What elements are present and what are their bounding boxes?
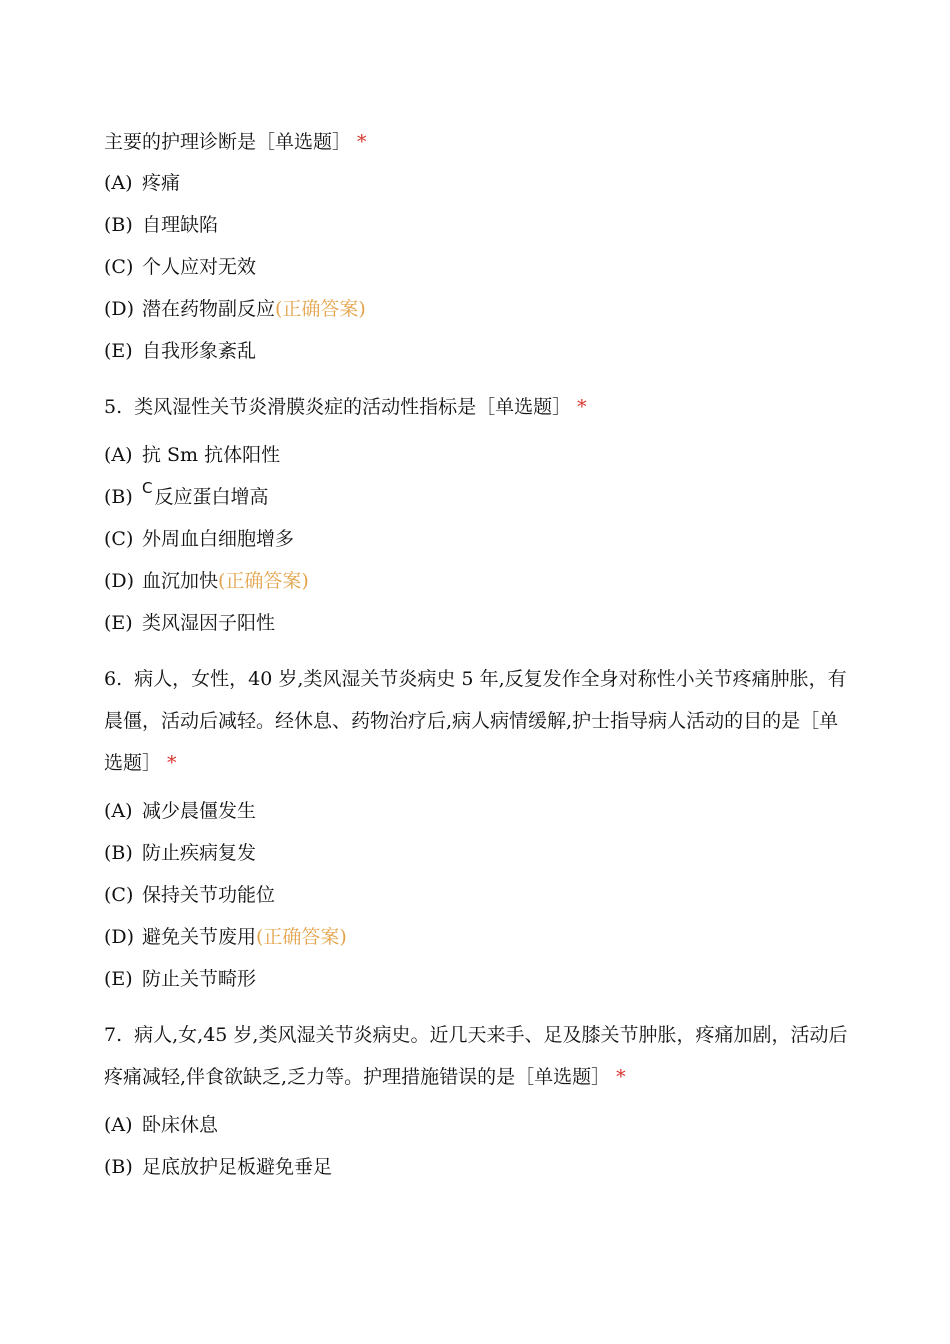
option-text: 自我形象紊乱 [142,340,257,362]
option-text: 卧床休息 [142,1114,219,1136]
option-item[interactable] [104,204,849,246]
option-letter: (C) [104,528,134,550]
option-item[interactable] [104,476,849,518]
option-item[interactable] [104,790,849,832]
option-letter: (D) [104,298,135,320]
required-mark: * [616,1066,626,1088]
option-text: 个人应对无效 [142,256,257,278]
option-text: 自理缺陷 [142,214,219,236]
required-mark: * [357,131,367,153]
option-list [104,790,849,1000]
option-item[interactable] [104,288,849,330]
option-text: 疼痛 [142,172,181,194]
question-item [104,386,849,644]
question-item [104,128,849,372]
question-item [104,658,849,1000]
option-item[interactable] [104,162,849,204]
option-list [104,1104,849,1188]
option-text: 血沉加快 [142,570,219,592]
option-text: 足底放护足板避免垂足 [142,1156,333,1178]
option-item[interactable] [104,832,849,874]
option-text: 潜在药物副反应 [142,298,276,320]
option-letter: (D) [104,926,135,948]
option-item[interactable] [104,1146,849,1188]
option-item[interactable] [104,560,849,602]
option-item[interactable] [104,246,849,288]
option-letter: (E) [104,340,133,362]
option-text: 保持关节功能位 [142,884,276,906]
question-stem-text: 类风湿性关节炎滑膜炎症的活动性指标是［单选题］ [134,396,572,418]
option-text: 避免关节废用 [142,926,257,948]
option-list [104,162,849,372]
question-stem [104,128,849,156]
required-mark: * [577,396,587,418]
option-item[interactable] [104,602,849,644]
question-stem [104,386,849,428]
option-item[interactable] [104,434,849,476]
option-letter: (B) [104,486,133,508]
option-item[interactable] [104,874,849,916]
correct-answer-label: (正确答案) [275,298,366,320]
option-letter: (B) [104,214,133,236]
question-stem [104,1014,849,1098]
option-letter: (A) [104,444,133,466]
correct-answer-label: (正确答案) [256,926,347,948]
option-text: 外周血白细胞增多 [142,528,295,550]
question-number: 5. [104,396,123,418]
option-letter: (D) [104,570,135,592]
option-text: 防止疾病复发 [142,842,257,864]
option-letter: (B) [104,842,133,864]
question-number: 7. [104,1024,123,1046]
option-text: 防止关节畸形 [142,968,257,990]
option-list [104,434,849,644]
option-letter: (C) [104,884,134,906]
option-item[interactable] [104,916,849,958]
option-item[interactable] [104,330,849,372]
option-item[interactable] [104,1104,849,1146]
option-item[interactable] [104,518,849,560]
option-text: 减少晨僵发生 [142,800,257,822]
option-letter: (A) [104,1114,133,1136]
option-text: 抗 Sm 抗体阳性 [142,444,281,466]
option-letter: (B) [104,1156,133,1178]
option-item[interactable] [104,958,849,1000]
option-letter: (E) [104,612,133,634]
question-stem [104,658,849,784]
option-letter: (C) [104,256,134,278]
question-stem-text: 主要的护理诊断是［单选题］ [104,131,352,153]
question-number: 6. [104,668,123,690]
option-text: 类风湿因子阳性 [142,612,276,634]
option-letter: (A) [104,800,133,822]
required-mark: * [167,752,177,774]
question-stem-text: 病人，女性，40 岁,类风湿关节炎病史 5 年,反复发作全身对称性小关节疼痛肿胀，有晨僵，活动后减轻。经休息、药物治疗后,病人病情缓解,护士指导病人活动的目的是［单选题］ [104,668,847,774]
question-item [104,1014,849,1188]
option-text: 反应蛋白增高 [154,486,269,508]
question-stem-text: 病人,女,45 岁,类风湿关节炎病史。近几天来手、足及膝关节肿胀，疼痛加剧，活动后疼痛减轻,伴食欲缺乏,乏力等。护理措施错误的是［单选题］ [104,1024,848,1088]
option-letter: (E) [104,968,133,990]
correct-answer-label: (正确答案) [218,570,309,592]
option-letter: (A) [104,172,133,194]
question-page [104,128,849,1202]
option-prefix: C [142,479,153,497]
